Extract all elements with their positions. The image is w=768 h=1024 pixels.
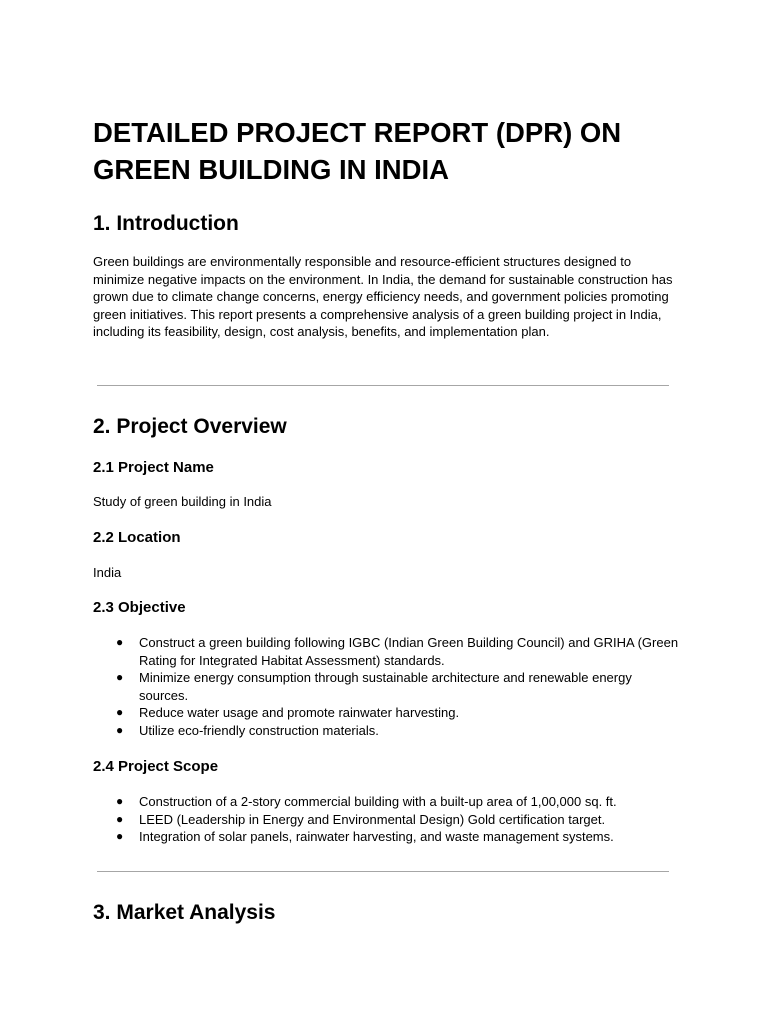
list-item-text: Construct a green building following IGBC (Indian Green Building Council) and GRIHA (Green Rating for Integrated Habitat Assessment) standards. bbox=[139, 635, 679, 668]
bullet-icon: ● bbox=[116, 635, 124, 649]
list-item-text: LEED (Leadership in Energy and Environmental Design) Gold certification target. bbox=[139, 811, 606, 827]
bullet-icon: ● bbox=[116, 722, 124, 737]
objective-list bbox=[93, 634, 683, 740]
subheading-project-scope: 2.4 Project Scope bbox=[93, 758, 219, 775]
project-name-value: Study of green building in India bbox=[93, 494, 272, 509]
list-item bbox=[93, 704, 683, 722]
section-heading-project-overview: 2. Project Overview bbox=[93, 415, 287, 438]
document-title: DETAILED PROJECT REPORT (DPR) ON GREEN BUILDING IN INDIA bbox=[93, 117, 622, 185]
subheading-location: 2.2 Location bbox=[93, 529, 181, 546]
list-item-text: Utilize eco-friendly construction materials. bbox=[139, 722, 379, 738]
list-item-text: Integration of solar panels, rainwater harvesting, and waste management systems. bbox=[139, 829, 614, 845]
list-item bbox=[93, 828, 683, 846]
list-item-text: Minimize energy consumption through sustainable architecture and renewable energy sources. bbox=[139, 670, 632, 703]
list-item-text: Reduce water usage and promote rainwater harvesting. bbox=[139, 705, 460, 721]
list-item bbox=[93, 811, 683, 829]
bullet-icon: ● bbox=[116, 811, 124, 826]
bullet-icon: ● bbox=[116, 705, 124, 720]
subheading-project-name: 2.1 Project Name bbox=[93, 459, 214, 476]
list-item bbox=[93, 669, 683, 704]
section-heading-market-analysis: 3. Market Analysis bbox=[93, 901, 276, 924]
section-heading-introduction: 1. Introduction bbox=[93, 212, 239, 235]
location-value: India bbox=[93, 565, 122, 580]
list-item bbox=[93, 722, 683, 740]
introduction-paragraph: Green buildings are environmentally responsible and resource-efficient structures designed to minimize negative impacts on the environment. In India, the demand for sustainable construction has grown due to climate change concerns, energy efficiency needs, and government policies promoting green initiatives. This report presents a comprehensive analysis of a green building project in India, including its feasibility, design, cost analysis, benefits, and implementation plan. bbox=[93, 254, 673, 340]
bullet-icon: ● bbox=[116, 794, 124, 808]
subheading-objective: 2.3 Objective bbox=[93, 599, 186, 616]
bullet-icon: ● bbox=[116, 829, 124, 844]
list-item-text: Construction of a 2-story commercial building with a built-up area of 1,00,000 sq. ft. bbox=[139, 794, 617, 809]
section-divider bbox=[97, 871, 669, 872]
bullet-icon: ● bbox=[116, 670, 124, 685]
scope-list bbox=[93, 793, 683, 846]
list-item bbox=[93, 793, 683, 811]
section-divider bbox=[97, 385, 669, 386]
list-item bbox=[93, 634, 683, 669]
